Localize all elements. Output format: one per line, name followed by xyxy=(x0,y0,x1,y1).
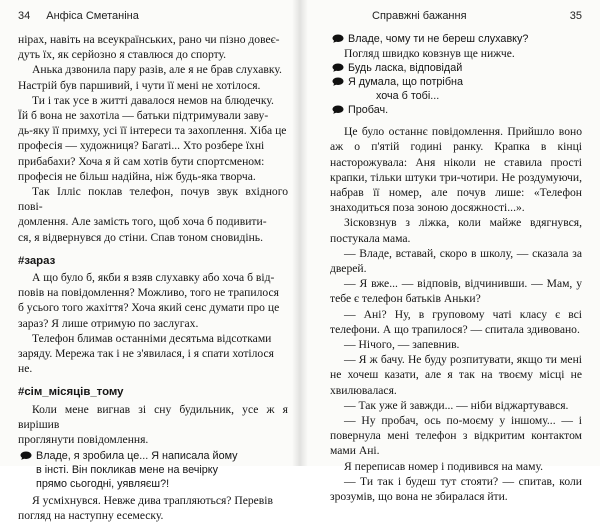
chat-bubble-icon xyxy=(332,34,344,43)
right-page-body xyxy=(330,32,582,504)
left-paragraph-2: Анька дзвонила пару разів, але я не брав слухавку. Настрій був паршивий, і чути її мені не хотілося. xyxy=(18,63,282,92)
left-paragraph-7: Коли мене вигнав зі сну будильник, усе ж я вирішив проглянути повідомлення. xyxy=(18,402,288,447)
left-paragraph-3: Ти і так усе в житті давалося немов на блюдечку. Їй б вона не захотіла — батьки підтримували заву- дь-яку її примху, усі її інтереси та захоплення. Хіба це професія — художниця? Багаті... Хто розбере їхні прибабахи? Хоча я й сам хотів бути спортсменом: професія не більш надійна, ніж будь-яка творча. xyxy=(18,93,287,183)
right-page xyxy=(300,0,600,504)
right-paragraph-2: Зісковзнув з ліжка, коли майже вдягнувся, постукала мама. xyxy=(330,216,582,245)
chat-message-2: Будь ласка, відповідай xyxy=(330,61,582,75)
right-page-number: 35 xyxy=(569,10,582,22)
right-paragraph-5: — Ані? Ну, в груповому чаті класу є всі телефони. А що трапилося? — спитала здивовано. xyxy=(330,307,582,336)
chat-message-3: Я думала, що потрібна хоча б тобі... xyxy=(330,75,582,103)
right-running-head: Справжні бажання xyxy=(372,10,467,22)
right-paragraph-10: Я переписав номер і подивився на маму. xyxy=(344,459,543,473)
right-paragraph-9: — Ну пробач, ось по-моєму у іншому... — і повернула мені телефон з відкритим контактом мами Ані. xyxy=(330,414,582,458)
chat-bubble-icon xyxy=(332,63,344,72)
left-paragraph-4: Так Ілліс поклав телефон, почув звук вхідного пові- домлення. Але замість того, щоб хоча б подивити- ся, я відвернувся до стіни. Спав тоном сновидінь. xyxy=(18,185,288,244)
left-page-body xyxy=(18,32,288,524)
right-paragraph-4: — Я вже... — відповів, відчинивши. — Мам, у тебе є телефон батьків Аньки? xyxy=(330,277,582,306)
right-page-header xyxy=(330,10,582,32)
left-running-head: Анфіса Сметаніна xyxy=(46,10,139,22)
chat-message-4: Пробач. xyxy=(330,103,582,117)
left-paragraph-8: Я усміхнувся. Невже дива трапляються? Перевів погляд на наступну есемеску. xyxy=(18,494,273,523)
section-tag-now: #зараз xyxy=(18,254,56,267)
right-paragraph-6: — Нічого, — запевнив. xyxy=(344,338,460,352)
right-paragraph-8: — Так уже й завжди... — ніби віджартувався. xyxy=(344,398,569,412)
left-paragraph-5: А що було б, якби я взяв слухавку або хоча б від- повів на повідомлення? Можливо, того не трапилося б усього того жахіття? Хоча який сенс думати про це зараз? Я лише отримую по заслугах. xyxy=(18,271,280,330)
left-paragraph-1: нірах, навіть на всеукраїнських, рано чи пізно довеє- дуть їх, як серйозно я ставлюся до спорту. xyxy=(18,33,280,62)
chat-message: Владе, я зробила це... Я написала йому в інсті. Він покликав мене на вечірку прямо сьогодні, уявляєш?! xyxy=(18,449,288,491)
chat-message-1: Владе, чому ти не береш слухавку? xyxy=(330,32,582,46)
chat-bubble-icon xyxy=(20,451,32,460)
left-page-number: 34 xyxy=(18,10,31,22)
left-page xyxy=(0,0,300,523)
right-paragraph-3: — Владе, вставай, скоро в школу, — сказала за дверей. xyxy=(330,246,582,276)
right-line-after-message: Погляд швидко ковзнув ще нижче. xyxy=(344,47,515,60)
right-paragraph-7: — Я ж бачу. Не буду розпитувати, якщо ти мені не хочеш казати, але я так на твоєму місці не хвилювалася. xyxy=(330,353,582,397)
left-page-header xyxy=(18,10,288,32)
right-paragraph-11: — Ти так і будеш тут стояти? — спитав, коли зрозумів, що вона не збиралася йти. xyxy=(330,474,582,504)
section-tag-seven-months-ago: #сім_місяців_тому xyxy=(18,386,124,399)
left-paragraph-6: Телефон блимав останніми десятьма відсотками заряду. Мережа так і не з'явилася, і я спати хотілося не. xyxy=(18,331,274,376)
chat-bubble-icon xyxy=(332,105,344,114)
right-paragraph-1: Це було останнє повідомлення. Прийшло воно аж о п'ятій годині ранку. Крапка в кінці насторожувала: Аня ніколи не ставила прості крапки, тільки штуки три-чотири. Не роздумуючи, набрав її номер, але почув лише: «Телефон знаходиться поза зоною досяжності...». xyxy=(330,125,582,215)
chat-bubble-icon xyxy=(332,77,344,86)
